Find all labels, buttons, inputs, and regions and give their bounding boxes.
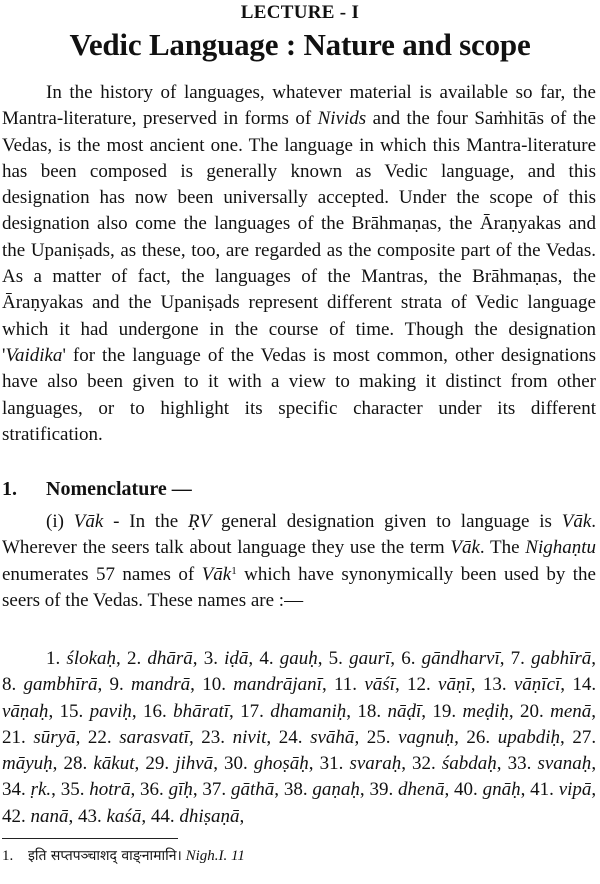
list-item-word: sūryā	[33, 726, 76, 748]
list-item-word: gambhīrā	[23, 674, 98, 696]
list-item	[224, 753, 309, 774]
list-item-number: 40.	[454, 779, 478, 801]
list-item-word: gauḥ	[279, 648, 318, 669]
list-item-word: vāṇīcī	[513, 674, 561, 696]
list-item-word: kaśā	[106, 805, 142, 827]
list-item-word: gaurī	[349, 648, 391, 669]
list-item	[2, 727, 76, 748]
list-item-word: svanaḥ	[537, 753, 592, 775]
section-number: 1.	[2, 478, 17, 500]
list-item-number: 27.	[572, 726, 597, 748]
list-item	[202, 779, 274, 800]
list-item	[279, 727, 355, 748]
list-item-number: 42.	[2, 805, 26, 827]
vak-text-d: . Wherever the seers talk about language they use the term	[2, 511, 597, 559]
list-item	[483, 674, 560, 695]
list-item-number: 4.	[259, 648, 274, 669]
list-item-number: 39.	[369, 779, 394, 801]
list-item-number: 36.	[140, 779, 164, 801]
list-item-number: 43.	[78, 805, 102, 827]
list-item-word: iḍā	[224, 648, 249, 669]
vak-term: Vāk	[561, 511, 592, 532]
list-item	[511, 648, 592, 669]
list-item	[412, 753, 497, 774]
list-item	[240, 701, 346, 722]
list-item-number: 35.	[60, 779, 85, 801]
intro-term-nivids: Nivids	[317, 108, 367, 130]
list-item-word: gāthā	[230, 779, 275, 801]
list-item	[151, 806, 240, 827]
list-item-number: 17.	[240, 700, 264, 722]
footnote-marker[interactable]: 1	[231, 564, 237, 577]
list-item-word: gāndharvī	[421, 648, 500, 669]
list-item-number: 11.	[334, 674, 358, 696]
list-item	[143, 701, 229, 722]
nighantu-term: Nighaṇtu	[525, 537, 596, 559]
list-item-word: dhārā	[147, 648, 193, 669]
list-item	[78, 806, 141, 827]
list-item-number: 33.	[507, 753, 532, 775]
list-item-number: 34.	[2, 779, 26, 801]
list-item-word: ślokaḥ	[66, 648, 117, 669]
list-item	[357, 701, 421, 722]
list-item	[259, 648, 317, 669]
list-item	[2, 806, 69, 827]
list-item	[140, 779, 193, 800]
list-item	[530, 779, 591, 800]
list-item-number: 30.	[224, 753, 248, 775]
list-item	[432, 701, 509, 722]
list-item	[367, 727, 454, 748]
list-item	[454, 779, 521, 800]
list-item	[204, 648, 249, 669]
list-item-word: gaṇaḥ	[312, 779, 360, 801]
list-item-number: 37.	[202, 779, 227, 801]
list-item-number: 24.	[278, 726, 303, 748]
vak-text-g: which have synonymically been used by the seers of the Vedas. These names are :—	[2, 563, 596, 611]
list-item-number: 2.	[126, 648, 142, 669]
vak-term: Vāk	[201, 563, 232, 585]
footnote-reference: Nigh.I. 11	[181, 848, 245, 864]
list-item-word: vāśī	[364, 674, 395, 696]
list-item	[2, 674, 97, 695]
list-item-word: bhāratī	[173, 700, 230, 722]
list-item	[88, 727, 189, 748]
list-item-number: 8.	[2, 674, 17, 696]
vak-text-e: . The	[479, 537, 526, 559]
list-item-number: 28.	[63, 753, 88, 775]
list-item	[466, 727, 560, 748]
list-item	[201, 727, 266, 748]
vak-term: Vāk	[450, 537, 480, 559]
section-heading-nomenclature	[2, 478, 192, 501]
footnote-divider	[2, 838, 178, 839]
intro-paragraph	[2, 80, 596, 448]
list-item-number: 16.	[142, 700, 167, 722]
list-item-number: 31.	[319, 753, 344, 775]
list-item	[64, 753, 135, 774]
list-item-number: 10.	[202, 674, 226, 696]
list-item	[369, 779, 444, 800]
rv-term: ṚV	[187, 511, 212, 532]
list-item-number: 38.	[283, 779, 308, 801]
list-item	[520, 701, 591, 722]
list-item	[508, 753, 592, 774]
list-item	[61, 779, 131, 800]
intro-term-vaidika: Vaidika	[5, 344, 63, 366]
list-item-word: jihvā	[175, 753, 214, 775]
list-item	[110, 674, 191, 695]
list-item-word: svāhā	[310, 726, 355, 748]
list-item-number: 32.	[412, 753, 436, 775]
list-item-word: māyuḥ	[2, 753, 53, 775]
list-item-number: 18.	[357, 700, 382, 722]
list-item-number: 12.	[407, 674, 431, 696]
list-item-number: 44.	[150, 805, 175, 827]
list-item-word: gabhīrā	[531, 648, 592, 669]
vak-text-b: - In the	[103, 511, 188, 532]
list-item-number: 20.	[520, 700, 544, 722]
list-item	[145, 753, 213, 774]
list-item	[60, 701, 132, 722]
list-item-number: 15.	[59, 700, 84, 722]
list-item-number: 25.	[366, 726, 391, 748]
vak-paragraph	[2, 509, 596, 614]
list-item	[401, 648, 500, 669]
list-item-number: 23.	[201, 726, 226, 748]
list-item-word: dhamaniḥ	[270, 700, 347, 722]
list-item-word: hotrā	[89, 779, 131, 801]
list-item-number: 22.	[87, 726, 112, 748]
intro-text-1: In the history of languages, whatever material is available so far, the Mantra-literature, preserved in forms of	[2, 82, 596, 130]
intro-text-2: and the four Saṁhitās of the Vedas, is the most ancient one. The language in which this Mantra-literature has been composed is generally known as Vedic language, and this designation has now been universally accepted. Under the scope of this designation also come the languages of the Brāhmaṇas, the Āraṇyakas and the Upaniṣads, as these, too, are regarded as the composite part of the Vedas. As a matter of fact, the languages of the Mantras, the Brāhmaṇas, the Āraṇyakas and the Upaniṣads represent different strata of Vedic language which it had undergone in the course of time. Though the designation '	[2, 108, 596, 366]
list-item-word: sarasvatī	[119, 726, 189, 748]
list-item-word: vagnuḥ	[398, 726, 455, 748]
list-item-number: 13.	[482, 674, 507, 696]
list-item-word: dhenā	[398, 779, 445, 801]
list-item	[407, 674, 471, 695]
list-item	[329, 648, 391, 669]
list-item	[127, 648, 193, 669]
list-item-number: 6.	[401, 648, 416, 669]
vak-text-c: general designation given to language is	[211, 511, 562, 532]
list-item	[320, 753, 402, 774]
list-item-number: 1.	[46, 648, 61, 669]
list-item-word: nāḍī	[387, 700, 422, 722]
list-item	[2, 779, 51, 800]
list-item-number: 41.	[530, 779, 554, 801]
list-item-word: nanā	[30, 805, 69, 827]
list-item-word: paviḥ	[89, 700, 132, 722]
list-item-number: 14.	[572, 674, 597, 696]
list-item-number: 9.	[109, 674, 124, 696]
intro-text-3: ' for the language of the Vedas is most common, other designations have also been given to it with a view to making it distinct from other languages, or to highlight its specific character under its different stratification.	[2, 344, 596, 445]
list-item-word: mandrājanī	[233, 674, 322, 696]
list-item-word: gīḥ	[168, 779, 193, 801]
page-title: Vedic Language : Nature and scope	[69, 27, 531, 62]
footnote-number: 1.	[2, 848, 14, 864]
footnote	[2, 846, 245, 865]
list-item-word: vāṇaḥ	[2, 700, 49, 722]
list-item-word: ghoṣāḥ	[253, 753, 309, 775]
list-item-word: upabdiḥ	[497, 726, 561, 748]
list-item-number: 21.	[2, 726, 26, 748]
list-item-word: vāṇī	[438, 674, 471, 696]
list-item-word: gnāḥ	[482, 779, 521, 801]
footnote-devanagari: इति सप्तपञ्चाशद् वाङ्नामानि।	[28, 848, 182, 864]
list-item-number: 3.	[203, 648, 218, 669]
list-item-word: vipā	[558, 779, 592, 801]
vak-names-list: 1. ślokaḥ, 2. dhārā, 3. iḍā, 4. gauḥ, 5. gaurī, 6. gāndharvī, 7. gabhīrā, 8. gambhīrā, 9. mandrā, 10. mandrājanī, 11. vāśī, 12. vāṇī, 13. vāṇīcī, 14. vāṇaḥ, 15. paviḥ, 16. bhāratī, 17. dhamaniḥ, 18. nāḍī, 19. meḍiḥ, 20. menā, 21. sūryā, 22. sarasvatī, 23. nivit, 24. svāhā, 25. vagnuḥ, 26. upabdiḥ, 27. māyuḥ, 28. kākut, 29. jihvā, 30. ghoṣāḥ, 31. svaraḥ, 32. śabdaḥ, 33. svanaḥ, 34. ṛk., 35. hotrā, 36. gīḥ, 37. gāthā, 38. gaṇaḥ, 39. dhenā, 40. gnāḥ, 41. vipā, 42. nanā, 43. kaśā, 44. dhiṣaṇā,	[2, 648, 597, 827]
vak-text-a: (i)	[46, 511, 74, 532]
list-item-word: svaraḥ	[349, 753, 402, 775]
list-item-word: śabdaḥ	[441, 753, 497, 775]
list-item-word: ṛk.	[30, 779, 52, 801]
vak-text-f: enumerates 57 names of	[2, 563, 202, 585]
list-item-word: mandrā	[131, 674, 191, 696]
list-item-word: nivit	[232, 726, 267, 748]
list-item-word: kākut	[93, 753, 135, 775]
lecture-label: LECTURE - I	[240, 2, 360, 23]
list-item-number: 7.	[510, 648, 525, 669]
list-item-word: dhiṣaṇā	[179, 805, 240, 827]
list-item-word: meḍiḥ	[462, 700, 509, 722]
list-item-number: 5.	[328, 648, 343, 669]
list-item-number: 29.	[145, 753, 170, 775]
list-item-number: 19.	[432, 700, 457, 722]
list-item	[334, 674, 395, 695]
list-item-number: 26.	[466, 726, 491, 748]
list-item	[284, 779, 360, 800]
vak-term: Vāk	[73, 511, 104, 532]
list-item-word: menā	[550, 700, 592, 722]
list-item	[202, 674, 322, 695]
list-item	[46, 648, 116, 669]
section-title: Nomenclature —	[46, 478, 192, 500]
